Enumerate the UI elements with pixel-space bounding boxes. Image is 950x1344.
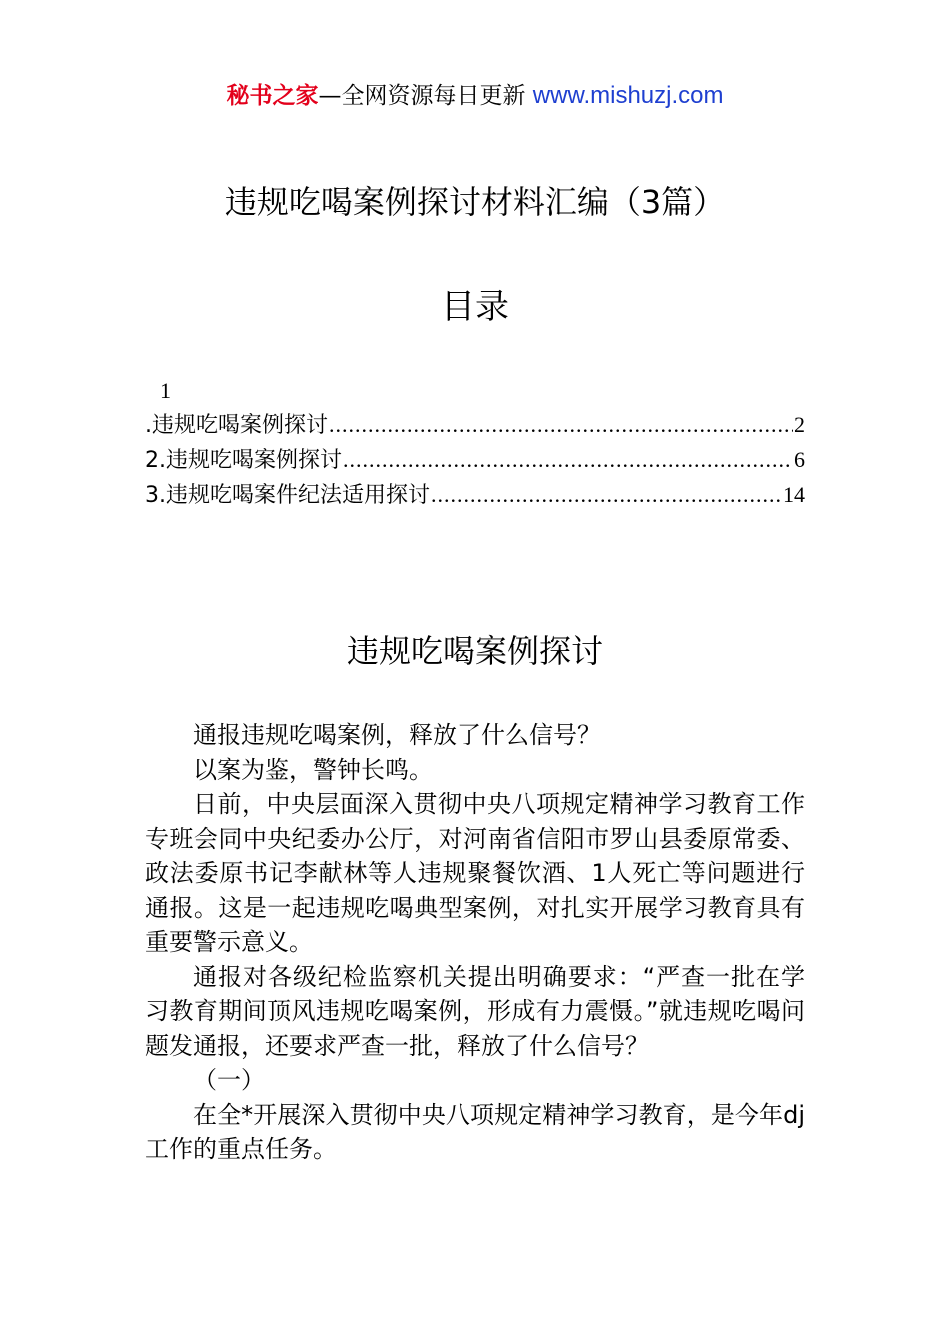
paragraph: 通报对各级纪检监察机关提出明确要求：“严查一批在学习教育期间顶风违规吃喝案例，形成有力震慑。”就违规吃喝问题发通报，还要求严查一批，释放了什么信号？ xyxy=(145,962,805,1060)
toc-entry-page: 14 xyxy=(783,482,805,507)
toc-leader-dots xyxy=(431,478,782,512)
toc-entry-label: .违规吃喝案例探讨 xyxy=(145,413,328,438)
section-title: 违规吃喝案例探讨 xyxy=(346,632,603,670)
paragraph: 在全*开展深入贯彻中央八项规定精神学习教育，是今年dj工作的重点任务。 xyxy=(145,1100,805,1163)
site-url-link[interactable]: www.mishuzj.com xyxy=(532,82,724,109)
toc-entry-page: 6 xyxy=(794,447,805,472)
paragraph: 日前，中央层面深入贯彻中央八项规定精神学习教育工作专班会同中央纪委办公厅，对河南省信阳市罗山县委原常委、政法委原书记李献林等人违规聚餐饮酒、1人死亡等问题进行通报。这是一起违规吃喝典型案例，对扎实开展学习教育具有重要警示意义。 xyxy=(145,790,805,956)
toc-entry-label: 3.违规吃喝案件纪法适用探讨 xyxy=(145,483,430,508)
toc-entry-3[interactable] xyxy=(145,478,805,513)
paragraph: （一） xyxy=(193,1066,265,1094)
toc-entry-2[interactable] xyxy=(145,443,805,478)
toc-entry-label: 2.违规吃喝案例探讨 xyxy=(145,448,342,473)
site-header xyxy=(0,78,950,114)
paragraph: 以案为鉴，警钟长鸣。 xyxy=(193,755,433,784)
document-title: 违规吃喝案例探讨材料汇编（3篇） xyxy=(224,183,726,221)
toc-entry-page: 2 xyxy=(794,412,805,437)
toc-stray-number: 1 xyxy=(160,378,171,403)
toc-leader-dots xyxy=(329,408,793,442)
body-text xyxy=(145,718,805,1167)
site-tagline: —全网资源每日更新 xyxy=(318,83,533,109)
toc-heading: 目录 xyxy=(441,287,509,327)
toc-leader-dots xyxy=(343,443,793,477)
toc-entry-1[interactable] xyxy=(145,408,805,443)
table-of-contents xyxy=(145,374,805,513)
site-brand: 秘书之家 xyxy=(226,83,319,109)
paragraph: 通报违规吃喝案例，释放了什么信号？ xyxy=(193,721,601,749)
